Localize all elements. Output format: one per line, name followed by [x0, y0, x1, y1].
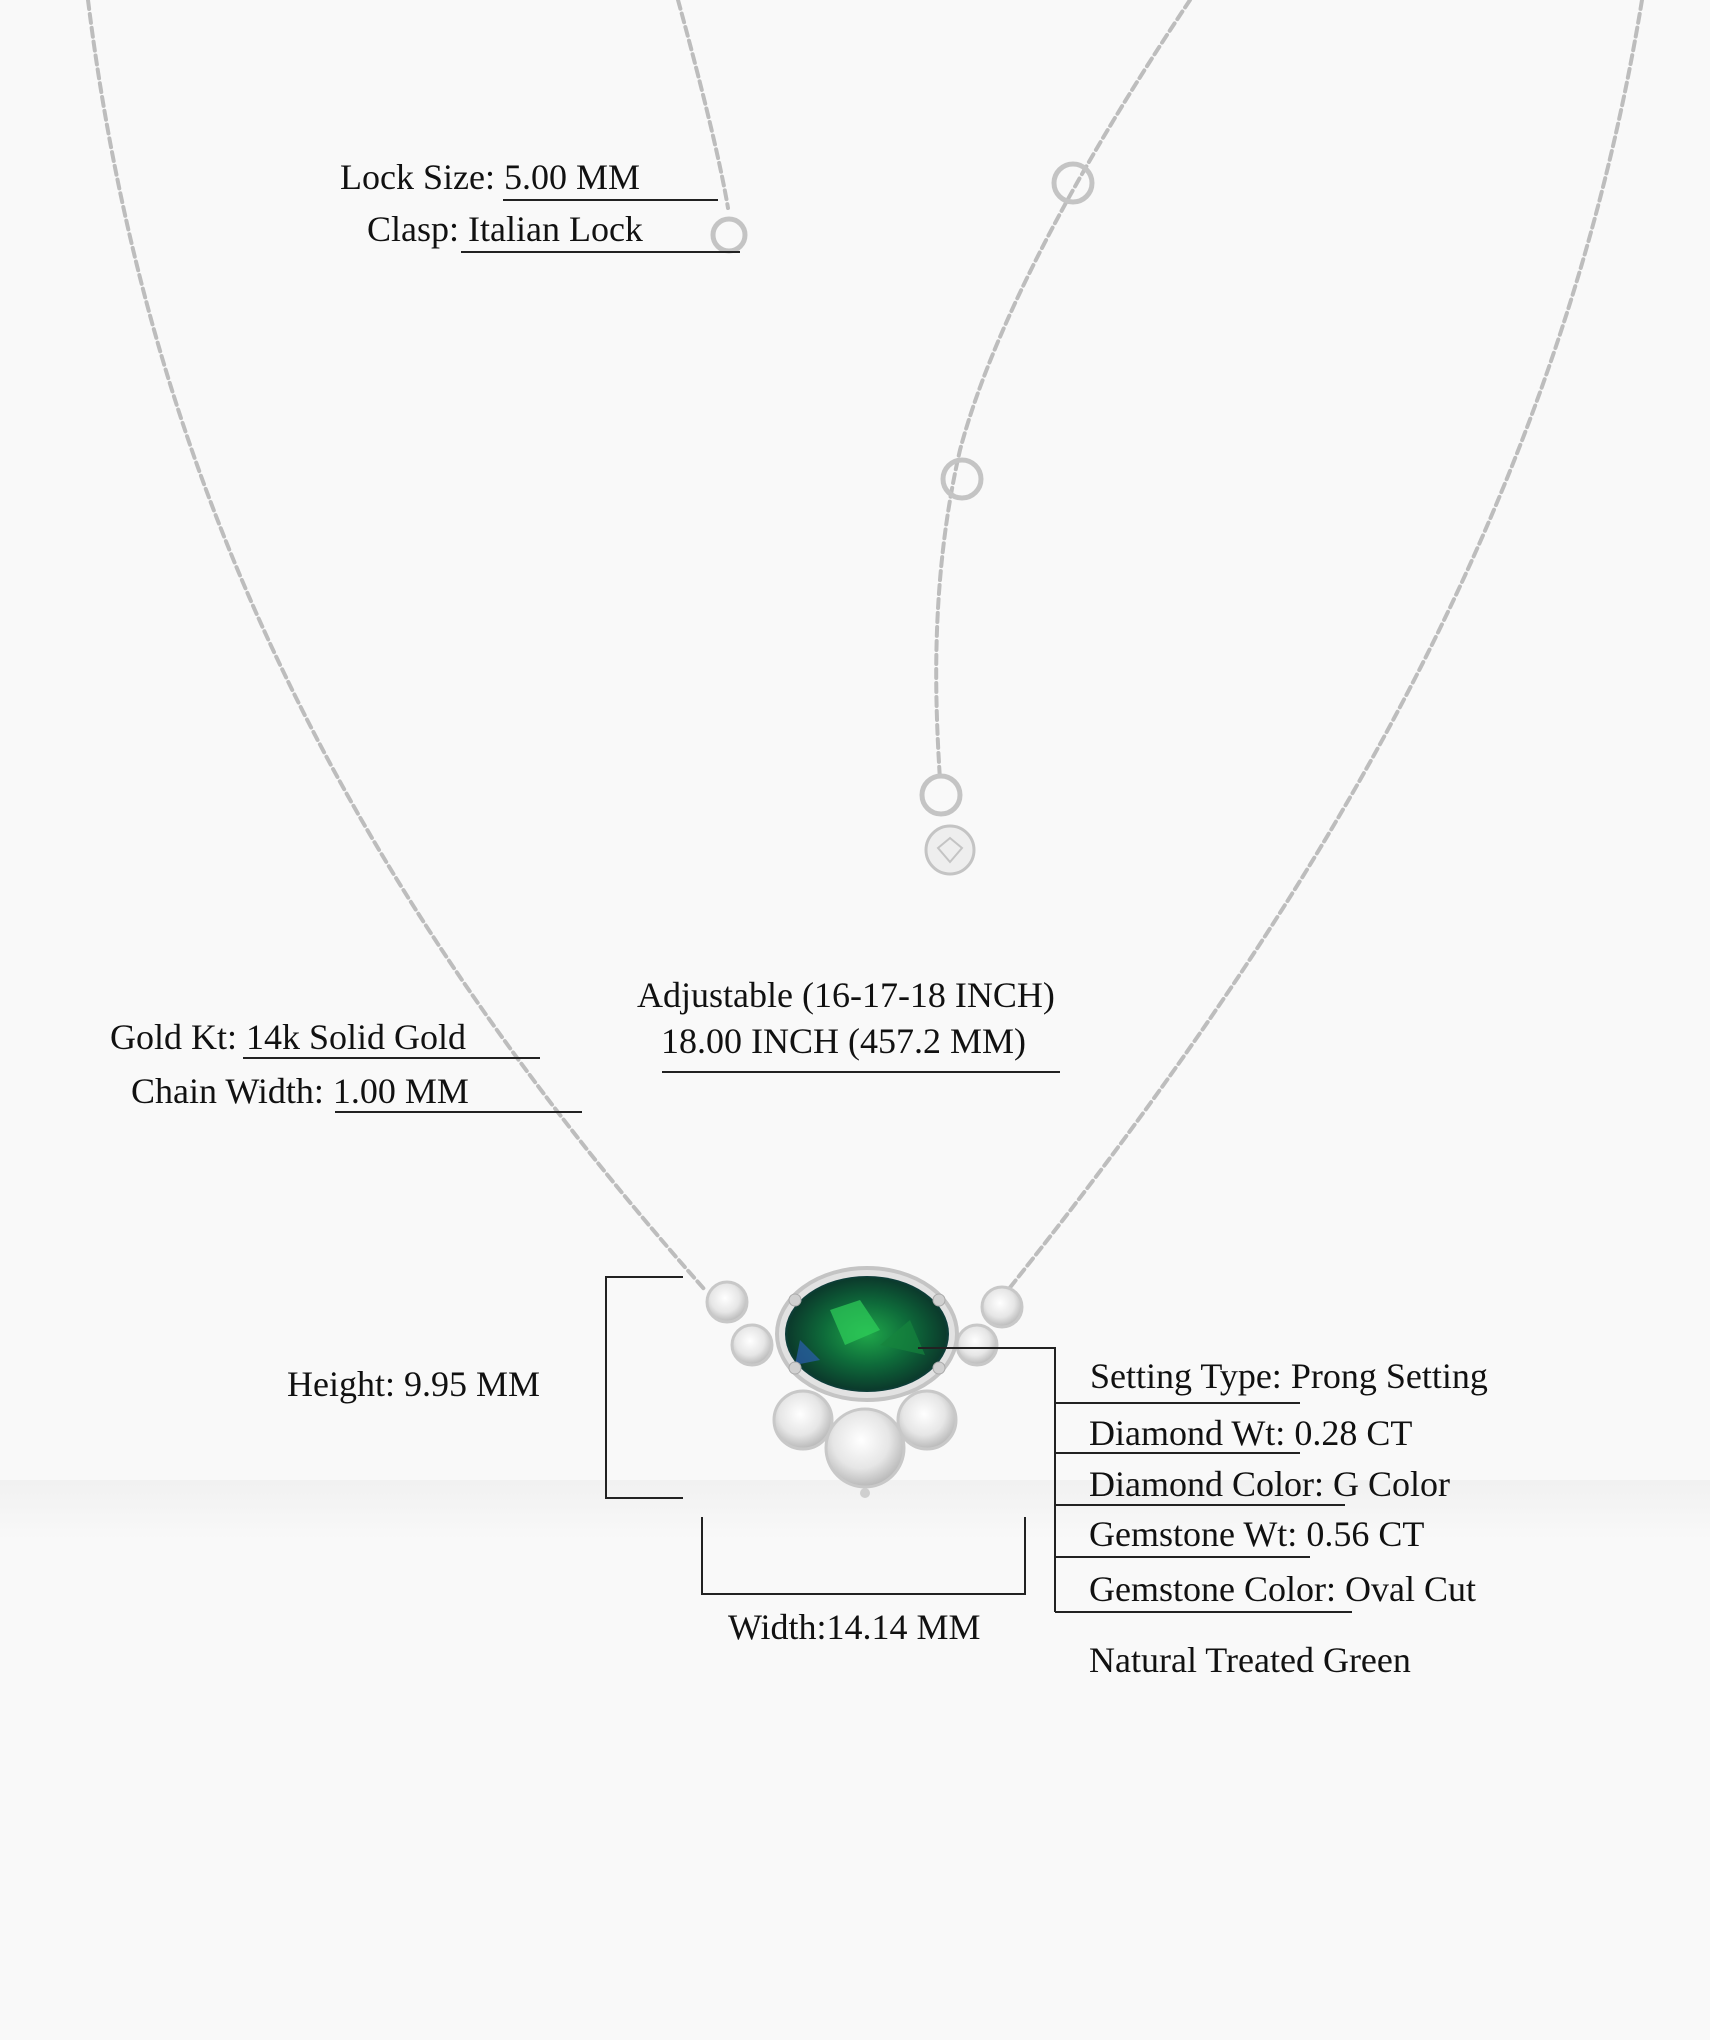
- gemstone-color-value: Oval Cut: [1344, 1569, 1476, 1609]
- extension-chain: [936, 0, 1190, 780]
- clasp-chain: [678, 0, 728, 208]
- chain-width-key: Chain Width:: [131, 1071, 324, 1111]
- lock-size-label: [340, 157, 640, 197]
- setting-type-key: Setting Type:: [1090, 1356, 1282, 1396]
- clasp-value: Italian Lock: [468, 209, 643, 249]
- gemstone-wt-value: 0.56 CT: [1306, 1514, 1425, 1554]
- lock-size-value: 5.00 MM: [503, 157, 640, 197]
- clasp-ring-icon: [713, 219, 745, 251]
- length-adjustable-label: Adjustable (16-17-18 INCH): [637, 975, 1055, 1015]
- extension-ring-top-icon: [1054, 164, 1092, 202]
- floor-shade: [0, 1480, 1710, 1540]
- gemstone-color-key: Gemstone Color:: [1089, 1569, 1336, 1609]
- diamond-wt-value: 0.28 CT: [1294, 1413, 1413, 1453]
- diamond-wt-label: [1089, 1413, 1412, 1453]
- setting-type-value: Prong Setting: [1290, 1356, 1488, 1396]
- gold-kt-label: [110, 1017, 466, 1057]
- end-tag-icon: [926, 826, 974, 874]
- lower-diamonds: [774, 1391, 956, 1487]
- pendant: [707, 1268, 1022, 1498]
- width-label: Width:14.14 MM: [728, 1607, 981, 1647]
- lock-size-key: Lock Size:: [340, 157, 495, 197]
- gemstone-color-label: [1089, 1569, 1476, 1609]
- extension-ring-mid-icon: [943, 460, 981, 498]
- right-chain: [1000, 0, 1642, 1300]
- diamond-color-key: Diamond Color:: [1089, 1464, 1324, 1504]
- diamond-wt-key: Diamond Wt:: [1089, 1413, 1286, 1453]
- chain-width-label: [131, 1071, 469, 1111]
- setting-type-label: [1090, 1356, 1488, 1396]
- diamond-color-value: G Color: [1332, 1464, 1450, 1504]
- gold-kt-value: 14k Solid Gold: [246, 1017, 467, 1057]
- bottom-prong: [860, 1488, 870, 1498]
- height-label: Height: 9.95 MM: [287, 1364, 541, 1404]
- clasp-key: Clasp:: [367, 209, 460, 249]
- length-value-label: 18.00 INCH (457.2 MM): [661, 1021, 1026, 1061]
- gold-kt-key: Gold Kt:: [110, 1017, 238, 1057]
- chain-width-value: 1.00 MM: [332, 1071, 469, 1111]
- gemstone-wt-key: Gemstone Wt:: [1089, 1514, 1298, 1554]
- diamond-color-label: [1089, 1464, 1450, 1504]
- gemstone-wt-label: [1089, 1514, 1424, 1554]
- extension-ring-bottom-icon: [922, 776, 960, 814]
- clasp-label: [367, 209, 643, 249]
- gemstone-note-label: Natural Treated Green: [1089, 1640, 1411, 1680]
